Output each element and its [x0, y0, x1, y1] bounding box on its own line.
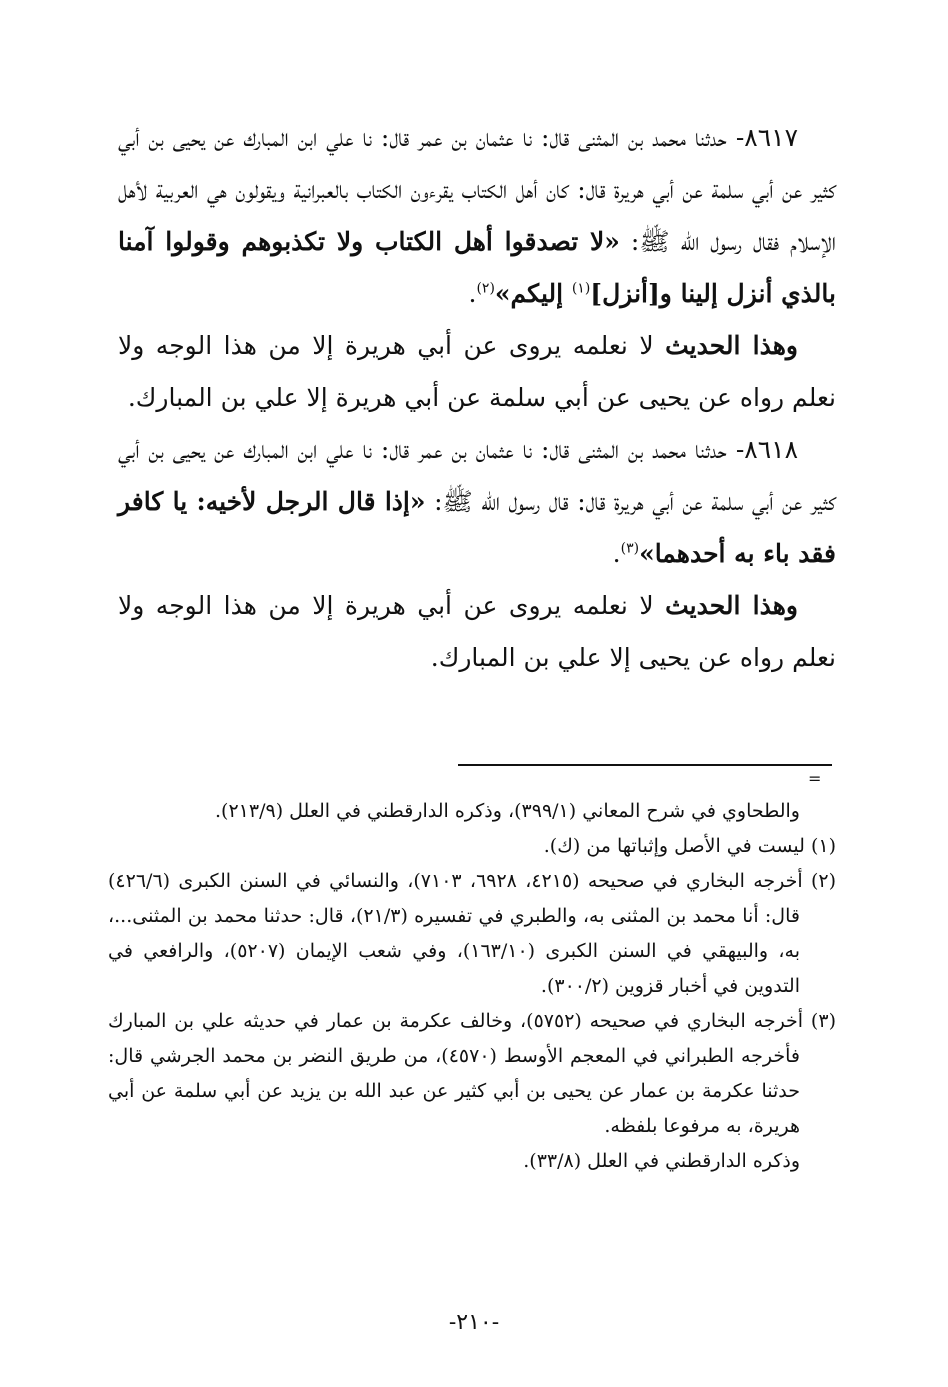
- hadith-8618: [118, 424, 836, 580]
- footnote-ref: (٢): [476, 280, 495, 297]
- commentary-1: [118, 320, 836, 424]
- hadith-quote: «لا تصدقوا أهل الكتاب ولا تكذبوهم وقولوا آمنا بالذي أنزل إلينا و[أنزل]: [118, 227, 836, 308]
- page-number: -٢١٠-: [448, 1310, 500, 1335]
- footnote-2: (٢) أخرجه البخاري في صحيحه (٤٢١٥، ٦٩٢٨، ٧١٠٣)، والنسائي في السنن الكبرى (٤٢٦/٦) قال: أنا محمد بن المثنى به، والطبري في تفسيره (٢١/٣)، قال: حدثنا محمد بن المثنى...، به، والبيهقي في السنن الكبرى (١٦٣/١٠)، وفي شعب الإيمان (٥٢٠٧)، والرافعي في التدوين في أخبار قزوين (٣٠٠/٢).: [108, 870, 837, 997]
- footnote-3: (٣) أخرجه البخاري في صحيحه (٥٧٥٢)، وخالف عكرمة بن عمار في حديثه علي بن المبارك فأخرجه الطبراني في المعجم الأوسط (٤٥٧٠)، من طريق النضر بن محمد الجرشي قال: حدثنا عكرمة بن عمار عن يحيى بن أبي كثير عن عبد الله بن يزيد عن أبي سلمة عن أبي هريرة، به مرفوعا بلفظه.: [108, 1010, 836, 1137]
- hadith-8617: [118, 112, 836, 320]
- period: .: [468, 279, 477, 308]
- commentary-text: لا نعلمه يروى عن أبي هريرة إلا من هذا الوجه ولا نعلم رواه عن يحيى عن أبي سلمة عن أبي هريرة إلا علي بن المبارك.: [118, 331, 836, 412]
- footnote-ref: (١): [571, 280, 591, 297]
- commentary-lead: وهذا الحديث: [665, 591, 798, 620]
- commentary-text: لا نعلمه يروى عن أبي هريرة إلا من هذا الوجه ولا نعلم رواه عن يحيى إلا علي بن المبارك.: [118, 591, 836, 672]
- main-text: [118, 112, 836, 684]
- commentary-2: [118, 580, 836, 684]
- footnote-divider: [458, 764, 832, 766]
- footnotes: [108, 794, 836, 1179]
- footnote-ref: (٣): [620, 540, 640, 557]
- footnote-3-continuation: وذكره الدارقطني في العلل (٣٣/٨).: [523, 1150, 800, 1172]
- continuation-mark: =: [808, 769, 822, 788]
- footnote-carryover: والطحاوي في شرح المعاني (٣٩٩/١)، وذكره الدارقطني في العلل (٢١٣/٩).: [215, 800, 800, 822]
- hadith-quote-end: إليكم»: [494, 279, 572, 308]
- footnote-1: (١) ليست في الأصل وإثباتها من (ك).: [543, 835, 836, 857]
- hadith-quote: «إذا قال الرجل لأخيه: يا كافر فقد باء به أحدهما»: [118, 487, 836, 568]
- commentary-lead: وهذا الحديث: [665, 331, 798, 360]
- hadith-text: ٨٦١٧- حدثنا محمد بن المثنى قال: نا عثمان بن عمر قال: نا علي ابن المبارك عن يحيى بن أبي كثير عن أبي سلمة عن أبي هريرة قال: كان أهل الكتاب يقرءون الكتاب بالعبرانية ويقولون هي العربية لأهل الإسلام فقال رسول الله ﷺ:: [118, 123, 836, 256]
- hadith-text: ٨٦١٨- حدثنا محمد بن المثنى قال: نا عثمان بن عمر قال: نا علي ابن المبارك عن يحيى بن أبي كثير عن أبي سلمة عن أبي هريرة قال: قال رسول الله ﷺ:: [118, 435, 837, 516]
- period: .: [612, 539, 621, 568]
